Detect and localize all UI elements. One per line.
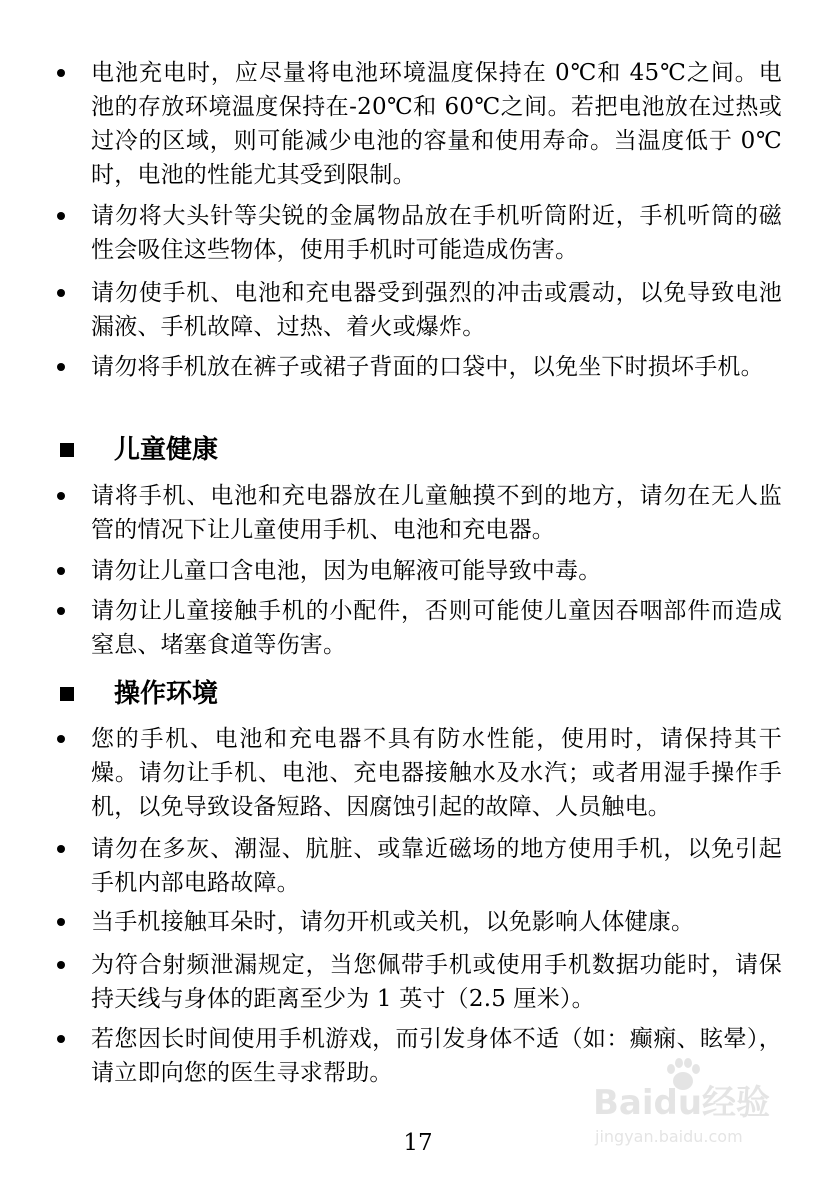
bullet-dot <box>57 845 65 853</box>
list-item-text: 请勿将手机放在裤子或裙子背面的口袋中，以免坐下时损坏手机。 <box>91 354 764 380</box>
bullet-dot <box>57 363 65 371</box>
list-item-text: 请勿将大头针等尖锐的金属物品放在手机听筒附近，手机听筒的磁性会吸住这些物体，使用手机时可能造成伤害。 <box>91 203 782 263</box>
list-item-text: 请将手机、电池和充电器放在儿童触摸不到的地方，请勿在无人监管的情况下让儿童使用手机、电池和充电器。 <box>91 483 782 543</box>
watermark-logo: Baidu经验 <box>593 1083 771 1123</box>
list-item <box>57 722 782 824</box>
bullet-dot <box>57 961 65 969</box>
bullet-dot <box>57 212 65 220</box>
page-number: 17 <box>403 1130 433 1156</box>
section-heading-environment <box>60 677 218 711</box>
bullet-dot <box>57 918 65 926</box>
list-item <box>57 199 782 267</box>
list-item-text: 您的手机、电池和充电器不具有防水性能，使用时，请保持其干燥。请勿让手机、电池、充电器接触水及水汽；或者用湿手操作手机，以免导致设备短路、因腐蚀引起的故障、人员触电。 <box>91 726 782 820</box>
list-item <box>57 832 782 900</box>
bullet-dot <box>57 607 65 615</box>
list-item-text: 若您因长时间使用手机游戏，而引发身体不适（如：癫痫、眩晕），请立即向您的医生寻求帮助。 <box>91 1026 782 1086</box>
list-item-text: 请勿使手机、电池和充电器受到强烈的冲击或震动，以免导致电池漏液、手机故障、过热、着火或爆炸。 <box>91 280 782 340</box>
bullet-dot <box>57 735 65 743</box>
list-item <box>57 479 782 547</box>
list-item <box>57 350 782 384</box>
list-item <box>57 276 782 344</box>
bullet-dot <box>57 1035 65 1043</box>
list-item-text: 请勿让儿童口含电池，因为电解液可能导致中毒。 <box>91 558 602 584</box>
heading-square-icon <box>60 687 74 701</box>
list-item-text: 为符合射频泄漏规定，当您佩带手机或使用手机数据功能时，请保持天线与身体的距离至少为 1 英寸（2.5 厘米）。 <box>91 952 782 1012</box>
heading-square-icon <box>60 443 74 457</box>
section-heading-text: 儿童健康 <box>114 435 219 465</box>
bullet-dot <box>57 567 65 575</box>
list-item-text: 当手机接触耳朵时，请勿开机或关机，以免影响人体健康。 <box>91 909 695 935</box>
list-item-text: 请勿在多灰、潮湿、肮脏、或靠近磁场的地方使用手机，以免引起手机内部电路故障。 <box>91 836 782 896</box>
list-item <box>57 56 782 192</box>
section-heading-text: 操作环境 <box>114 679 219 709</box>
list-item-text: 电池充电时，应尽量将电池环境温度保持在 0℃和 45℃之间。电池的存放环境温度保持在-20℃和 60℃之间。若把电池放在过热或过冷的区域，则可能减少电池的容量和使用寿命。当温度低于 0℃时，电池的性能尤其受到限制。 <box>91 60 782 188</box>
list-item <box>57 905 782 939</box>
list-item <box>57 948 782 1016</box>
bullet-dot <box>57 492 65 500</box>
section-heading-children <box>60 433 218 467</box>
list-item-text: 请勿让儿童接触手机的小配件，否则可能使儿童因吞咽部件而造成窒息、堵塞食道等伤害。 <box>91 598 782 658</box>
list-item <box>57 594 782 662</box>
bullet-dot <box>57 69 65 77</box>
list-item <box>57 554 782 588</box>
watermark-url: jingyan.baidu.com <box>595 1127 743 1146</box>
bullet-dot <box>57 289 65 297</box>
